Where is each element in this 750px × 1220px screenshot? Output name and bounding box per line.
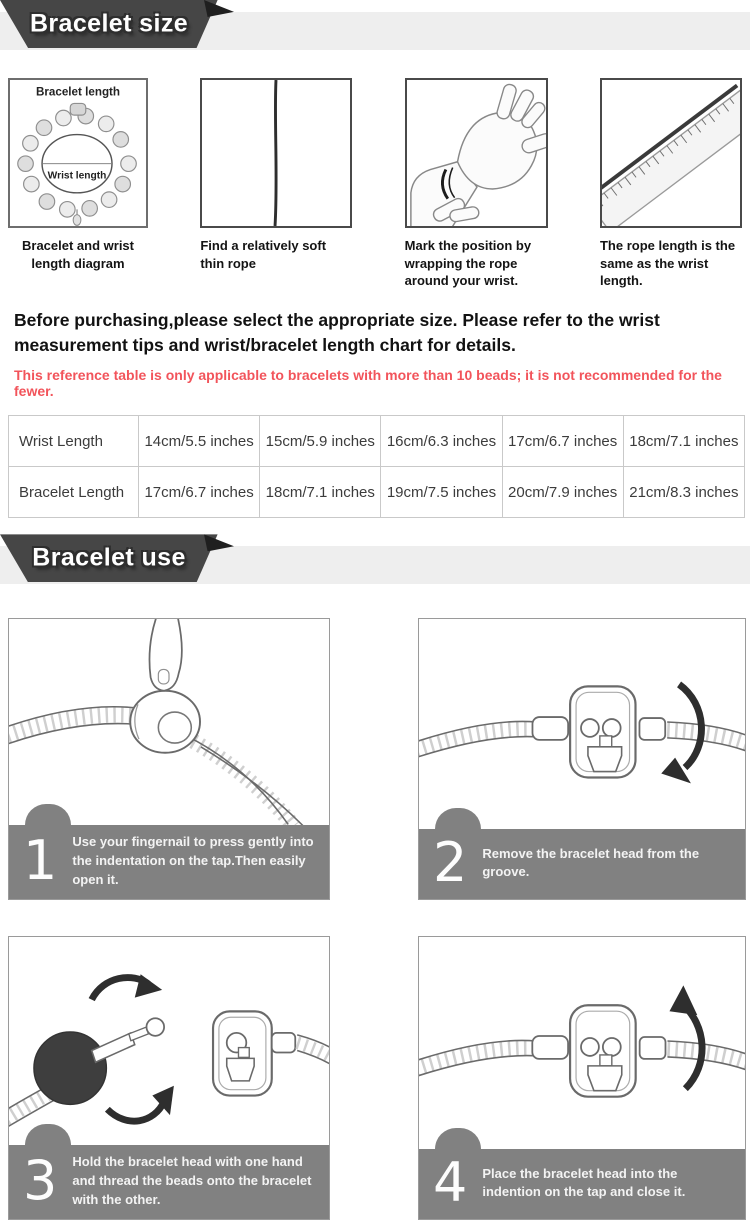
use-steps-row-2	[0, 936, 750, 1220]
measurement-steps-row	[0, 78, 750, 290]
measure-step-diagram	[8, 78, 148, 290]
table-cell: 14cm/5.5 inches	[139, 416, 260, 467]
thread-beads-drawing	[9, 937, 329, 1144]
table-cell: 21cm/8.3 inches	[623, 467, 744, 518]
step1-caption-bar	[9, 825, 329, 900]
section-title: Bracelet use	[32, 543, 186, 572]
wrist-length-row	[9, 416, 745, 467]
step-text: Use your fingernail to press gently into the indentation on the tap.Then easily open it.	[72, 833, 314, 887]
table-cell: 19cm/7.5 inches	[381, 467, 502, 518]
step-caption: Mark the position by wrapping the rope around your wrist.	[404, 238, 532, 289]
measure-step-rope	[200, 78, 352, 290]
table-cell: 18cm/7.1 inches	[260, 467, 381, 518]
use-step-1-panel	[8, 618, 330, 900]
close-head-drawing	[419, 937, 745, 1149]
use-step-2-panel	[418, 618, 746, 900]
step2-illustration	[419, 619, 745, 829]
banner-ribbon	[0, 534, 234, 582]
step4-caption-bar	[419, 1149, 745, 1219]
step1-illustration	[9, 619, 329, 824]
table-cell: 17cm/6.7 inches	[502, 416, 623, 467]
wrist-wrap-illustration	[407, 80, 546, 226]
row-header: Wrist Length	[9, 416, 139, 467]
bracelet-size-banner	[0, 0, 750, 50]
use-step-3-panel	[8, 936, 330, 1220]
table-cell: 18cm/7.1 inches	[623, 416, 744, 467]
rope-box	[200, 78, 352, 228]
section-title: Bracelet size	[29, 9, 189, 38]
step4-illustration	[419, 937, 745, 1149]
ruler-box	[600, 78, 742, 228]
step-caption: Find a relatively soft thin rope	[200, 238, 327, 271]
step-number: 4	[433, 1151, 468, 1215]
size-advice-text: Before purchasing,please select the appropriate size. Please refer to the wrist measurement tips and wrist/bracelet length chart for details.	[14, 309, 660, 356]
bracelet-length-row	[9, 467, 745, 518]
table-cell: 20cm/7.9 inches	[502, 467, 623, 518]
press-clasp-drawing	[9, 619, 329, 824]
ruler-illustration	[602, 80, 740, 226]
step3-illustration	[9, 937, 329, 1144]
step-text: Hold the bracelet head with one hand and thread the beads onto the bracelet with the other.	[72, 1153, 312, 1207]
step-text: Place the bracelet head into the indention on the tap and close it.	[482, 1165, 686, 1200]
use-step-4-panel	[418, 936, 746, 1220]
step-text: Remove the bracelet head from the groove.	[482, 845, 700, 880]
bracelet-diagram-box	[8, 78, 148, 228]
size-table	[8, 415, 745, 518]
bracelet-length-label: Bracelet length	[35, 85, 121, 99]
table-cell: 17cm/6.7 inches	[139, 467, 260, 518]
row-header: Bracelet Length	[9, 467, 139, 518]
wrist-length-label: Wrist length	[47, 170, 107, 182]
bracelet-diagram-illustration	[10, 80, 146, 226]
measure-step-wrap	[405, 78, 548, 290]
step2-caption-bar	[419, 829, 745, 899]
banner-ribbon	[0, 0, 234, 48]
step-number: 1	[23, 829, 58, 893]
remove-head-drawing	[419, 619, 745, 829]
table-cell: 16cm/6.3 inches	[381, 416, 502, 467]
wrist-wrap-box	[405, 78, 548, 228]
step-number: 2	[433, 831, 468, 895]
step-caption: The rope length is the same as the wrist length.	[599, 238, 736, 289]
rope-illustration	[202, 80, 350, 226]
bracelet-use-banner	[0, 534, 750, 584]
measure-step-ruler	[600, 78, 742, 290]
size-warning-text: This reference table is only applicable to bracelets with more than 10 beads; it is not recommended for the fewer.	[14, 367, 722, 400]
step-number: 3	[23, 1149, 58, 1213]
step-caption: Bracelet and wrist length diagram	[22, 238, 134, 271]
step3-caption-bar	[9, 1145, 329, 1220]
use-steps-row-1	[0, 618, 750, 900]
table-cell: 15cm/5.9 inches	[260, 416, 381, 467]
